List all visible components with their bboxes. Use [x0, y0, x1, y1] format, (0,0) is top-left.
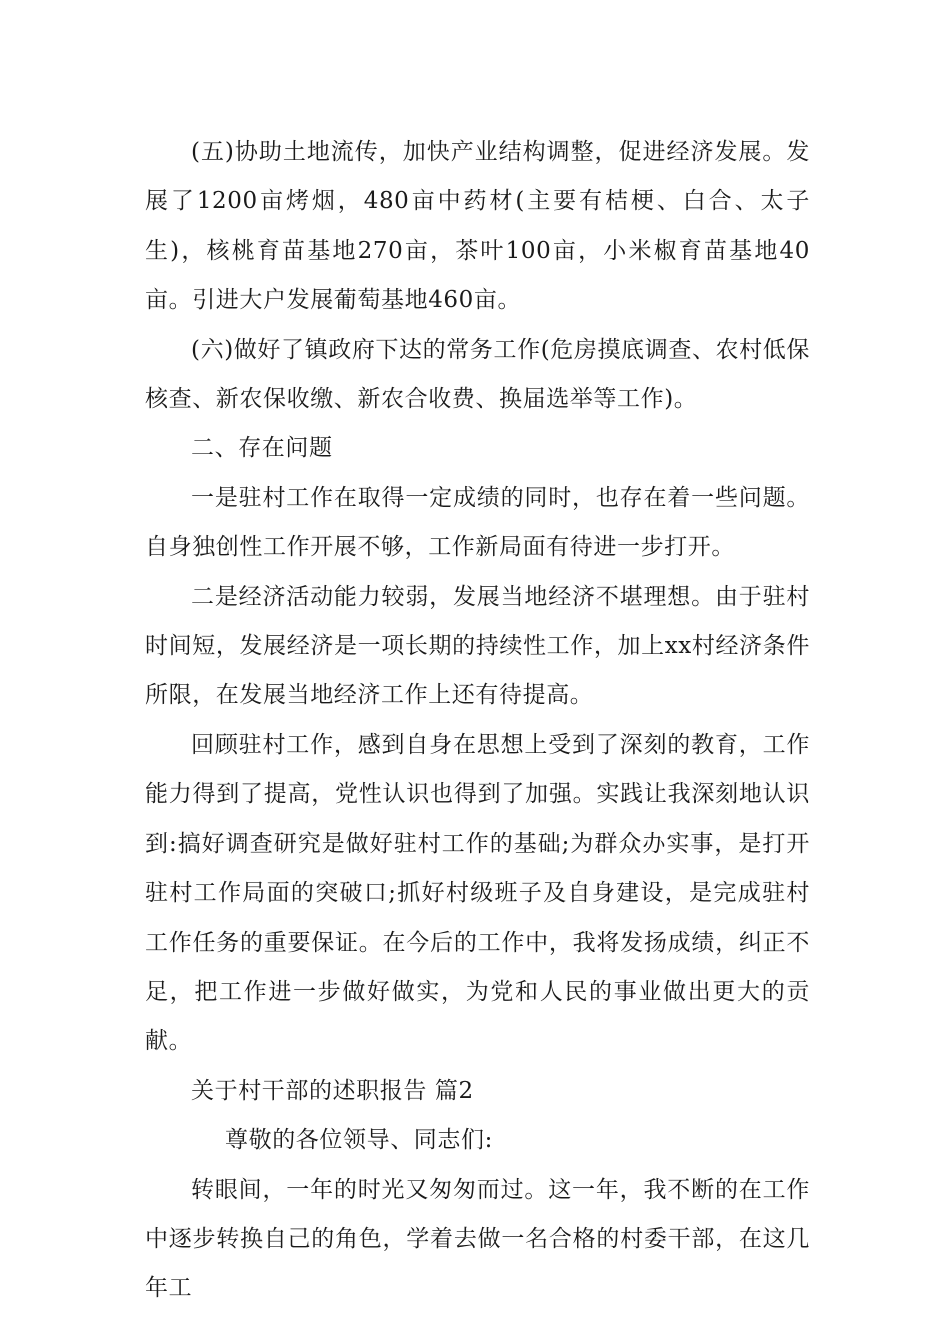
- section-heading-existing-problems: 二、存在问题: [191, 435, 333, 462]
- paragraph-review-summary: 回顾驻村工作，感到自身在思想上受到了深刻的教育，工作能力得到了提高，党性认识也得到了加强。实践让我深刻地认识到:搞好调查研究是做好驻村工作的基础;为群众办实事，是打开驻村工作局面的突破口;抓好村级班子及自身建设，是完成驻村工作任务的重要保证。在今后的工作中，我将发扬成绩，纠正不足，把工作进一步做好做实，为党和人民的事业做出更大的贡献。: [145, 731, 810, 1055]
- paragraph-item-6-routine-work: (六)做好了镇政府下达的常务工作(危房摸底调查、农村低保核查、新农保收缴、新农合收费、换届选举等工作)。: [145, 336, 810, 413]
- document-body: [145, 128, 810, 1314]
- report-title-part-2: 关于村干部的述职报告 篇2: [191, 1077, 474, 1104]
- paragraph-item-5-land-transfer: (五)协助土地流传，加快产业结构调整，促进经济发展。发展了1200亩烤烟，480亩中药材(主要有桔梗、白合、太子生)，核桃育苗基地270亩，茶叶100亩，小米椒育苗基地40亩。引进大户发展葡萄基地460亩。: [145, 139, 810, 314]
- paragraph-opening: 转眼间，一年的时光又匆匆而过。这一年，我不断的在工作中逐步转换自己的角色，学着去做一名合格的村委干部，在这几年工: [145, 1176, 810, 1302]
- paragraph-problem-two: 二是经济活动能力较弱，发展当地经济不堪理想。由于驻村时间短，发展经济是一项长期的持续性工作，加上xx村经济条件所限，在发展当地经济工作上还有待提高。: [145, 583, 810, 709]
- salutation: 尊敬的各位领导、同志们:: [225, 1127, 493, 1154]
- paragraph-problem-one: 一是驻村工作在取得一定成绩的同时，也存在着一些问题。自身独创性工作开展不够，工作新局面有待进一步打开。: [145, 484, 810, 561]
